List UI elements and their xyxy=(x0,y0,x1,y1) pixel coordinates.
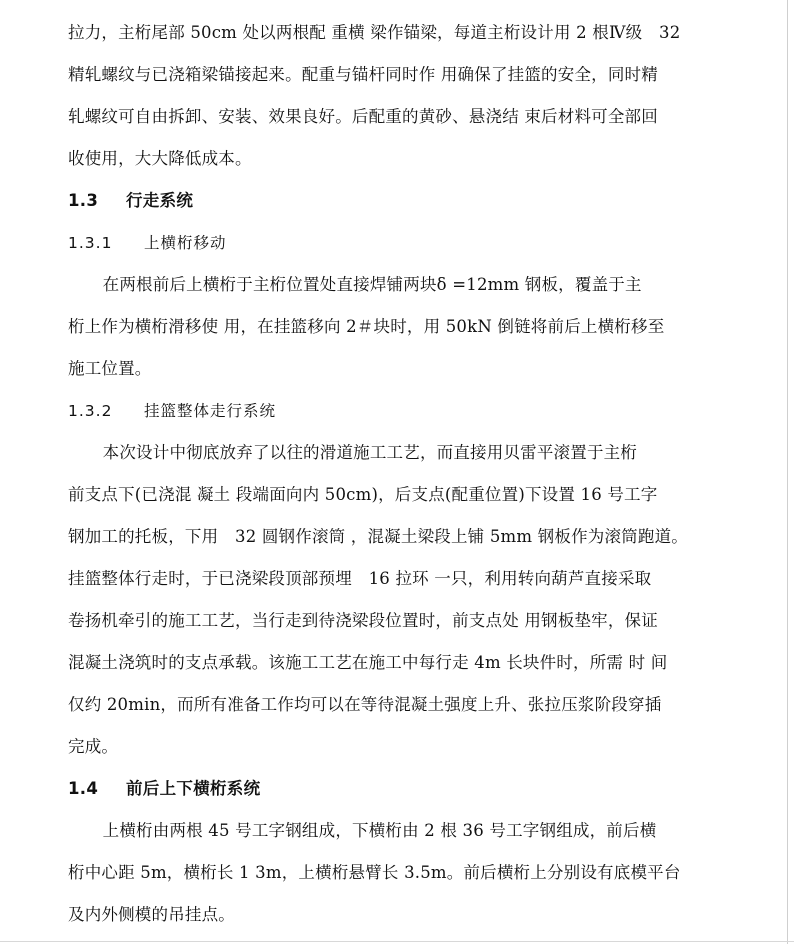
paragraph-cross-beams xyxy=(68,810,728,936)
text-line: 施工位置。 xyxy=(68,359,152,378)
text-line: 轧螺纹可自由拆卸、安装、效果良好。后配重的黄砂、悬浇结 束后材料可全部回 xyxy=(68,107,658,126)
text-line: 精轧螺纹与已浇箱梁锚接起来。配重与锚杆同时作 用确保了挂篮的安全，同时精 xyxy=(68,65,658,84)
text-line: 卷扬机牵引的施工工艺，当行走到待浇梁段位置时，前支点处 用钢板垫牢，保证 xyxy=(68,611,658,630)
heading-1-4 xyxy=(68,768,728,810)
text-line: 上横桁由两根 45 号工字钢组成，下横桁由 2 根 36 号工字钢组成，前后横 xyxy=(102,821,657,840)
text-line: 收使用，大大降低成本。 xyxy=(68,149,252,168)
heading-title: 前后上下横桁系统 xyxy=(126,779,261,798)
text-line: 桁上作为横桁滑移使 用，在挂篮移向 2＃块时，用 50kN 倒链将前后上横桁移至 xyxy=(68,317,665,336)
text-line: 仅约 20min，而所有准备工作均可以在等待混凝土强度上升、张拉压浆阶段穿插 xyxy=(68,695,662,714)
text-line: 挂篮整体行走时，于已浇梁段顶部预埋 16 拉环 一只，利用转向葫芦直接采取 xyxy=(68,569,652,588)
heading-number: 1.3.2 xyxy=(68,402,113,420)
paragraph-overall-travel xyxy=(68,432,728,768)
heading-title: 行走系统 xyxy=(126,191,194,210)
heading-title: 上横桁移动 xyxy=(144,234,227,252)
text-line: 前支点下(已浇混 凝土 段端面向内 50cm)，后支点(配重位置)下设置 16 号工字 xyxy=(68,485,658,504)
heading-1-3-2 xyxy=(68,390,728,432)
text-line: 完成。 xyxy=(68,737,119,756)
text-line: 本次设计中彻底放弃了以往的滑道施工工艺，而直接用贝雷平滚置于主桁 xyxy=(102,443,638,462)
heading-number: 1.4 xyxy=(68,779,99,798)
document-body xyxy=(68,12,728,936)
text-line: 在两根前后上横桁于主桁位置处直接焊铺两块δ =12mm 钢板，覆盖于主 xyxy=(102,275,642,294)
heading-number: 1.3.1 xyxy=(68,234,113,252)
paragraph-counterweight xyxy=(68,12,728,180)
heading-1-3-1 xyxy=(68,222,728,264)
text-line: 桁中心距 5m，横桁长 1 3m，上横桁悬臂长 3.5m。前后横桁上分别设有底模平台 xyxy=(68,863,681,882)
text-line: 钢加工的托板，下用 32 圆钢作滚筒 ，混凝土梁段上铺 5mm 钢板作为滚筒跑道。 xyxy=(68,527,688,546)
text-line: 及内外侧模的吊挂点。 xyxy=(68,905,235,924)
text-line: 拉力，主桁尾部 50cm 处以两根配 重横 梁作锚梁，每道主桁设计用 2 根Ⅳ级 32 xyxy=(68,23,681,42)
heading-number: 1.3 xyxy=(68,191,99,210)
page-bottom-edge xyxy=(0,941,794,942)
paragraph-upper-beam-move xyxy=(68,264,728,390)
heading-title: 挂篮整体走行系统 xyxy=(144,402,277,420)
page-right-edge xyxy=(787,0,788,944)
heading-1-3 xyxy=(68,180,728,222)
text-line: 混凝土浇筑时的支点承载。该施工工艺在施工中每行走 4m 长块件时，所需 时 间 xyxy=(68,653,668,672)
